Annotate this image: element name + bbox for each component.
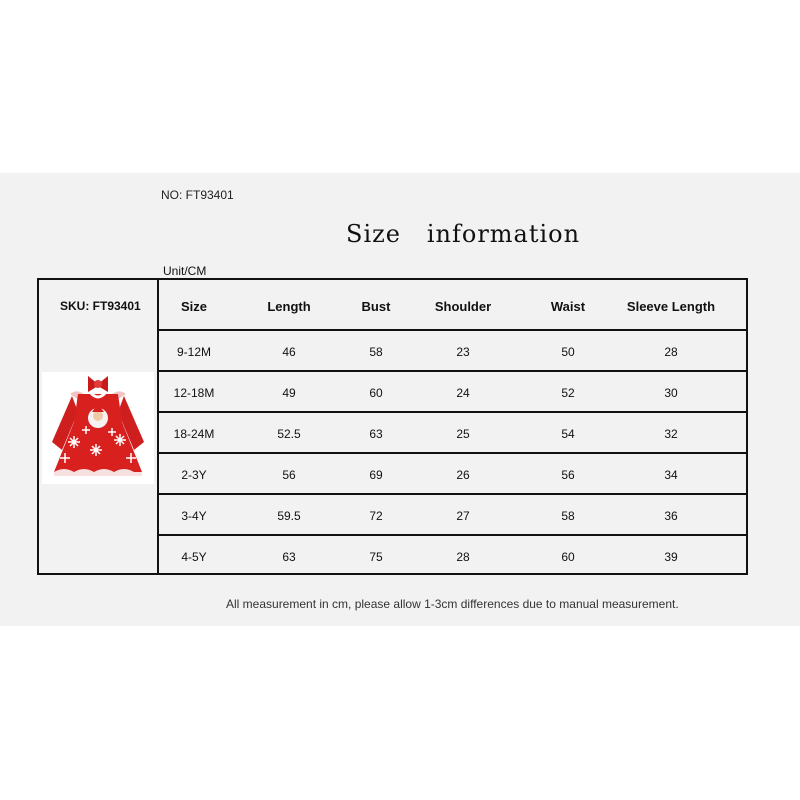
measurement-note: All measurement in cm, please allow 1-3cm differences due to manual measurement. bbox=[226, 597, 679, 611]
row-divider bbox=[158, 329, 748, 331]
table-cell: 28 bbox=[456, 550, 470, 564]
sku-label: SKU: FT93401 bbox=[60, 299, 141, 313]
header-bust: Bust bbox=[361, 299, 391, 314]
row-divider bbox=[158, 493, 748, 495]
header-length: Length bbox=[267, 299, 311, 314]
table-cell: 12-18M bbox=[173, 386, 215, 400]
table-cell: 32 bbox=[664, 427, 678, 441]
table-cell: 60 bbox=[369, 386, 383, 400]
table-cell: 59.5 bbox=[277, 509, 301, 523]
dress-illustration bbox=[42, 372, 154, 484]
table-cell: 58 bbox=[561, 509, 575, 523]
table-cell: 54 bbox=[561, 427, 575, 441]
table-cell: 26 bbox=[456, 468, 470, 482]
table-cell: 9-12M bbox=[176, 345, 211, 359]
table-cell: 30 bbox=[664, 386, 678, 400]
table-cell: 36 bbox=[664, 509, 678, 523]
row-divider bbox=[158, 411, 748, 413]
table-cell: 4-5Y bbox=[181, 550, 207, 564]
page-title: Size information bbox=[346, 220, 581, 248]
table-cell: 2-3Y bbox=[181, 468, 207, 482]
table-cell: 72 bbox=[369, 509, 383, 523]
row-divider bbox=[158, 534, 748, 536]
table-cell: 28 bbox=[664, 345, 678, 359]
table-cell: 50 bbox=[561, 345, 575, 359]
table-cell: 69 bbox=[369, 468, 383, 482]
table-cell: 52 bbox=[561, 386, 575, 400]
table-cell: 27 bbox=[456, 509, 470, 523]
table-cell: 60 bbox=[561, 550, 575, 564]
table-cell: 24 bbox=[456, 386, 470, 400]
table-cell: 18-24M bbox=[173, 427, 215, 441]
table-cell: 39 bbox=[664, 550, 678, 564]
table-cell: 52.5 bbox=[277, 427, 301, 441]
table-cell: 46 bbox=[282, 345, 296, 359]
unit-label: Unit/CM bbox=[163, 264, 207, 278]
header-waist: Waist bbox=[550, 299, 586, 314]
table-cell: 63 bbox=[282, 550, 296, 564]
product-image bbox=[42, 372, 154, 484]
header-shoulder: Shoulder bbox=[434, 299, 492, 314]
table-cell: 49 bbox=[282, 386, 296, 400]
table-cell: 56 bbox=[282, 468, 296, 482]
row-divider bbox=[158, 452, 748, 454]
table-cell: 3-4Y bbox=[181, 509, 207, 523]
product-number: NO: FT93401 bbox=[161, 188, 234, 202]
table-cell: 63 bbox=[369, 427, 383, 441]
row-divider bbox=[158, 370, 748, 372]
table-cell: 75 bbox=[369, 550, 383, 564]
header-sleeve-length: Sleeve Length bbox=[626, 299, 716, 314]
table-cell: 34 bbox=[664, 468, 678, 482]
table-cell: 58 bbox=[369, 345, 383, 359]
header-size: Size bbox=[180, 299, 207, 314]
table-cell: 25 bbox=[456, 427, 470, 441]
table-cell: 23 bbox=[456, 345, 470, 359]
table-cell: 56 bbox=[561, 468, 575, 482]
